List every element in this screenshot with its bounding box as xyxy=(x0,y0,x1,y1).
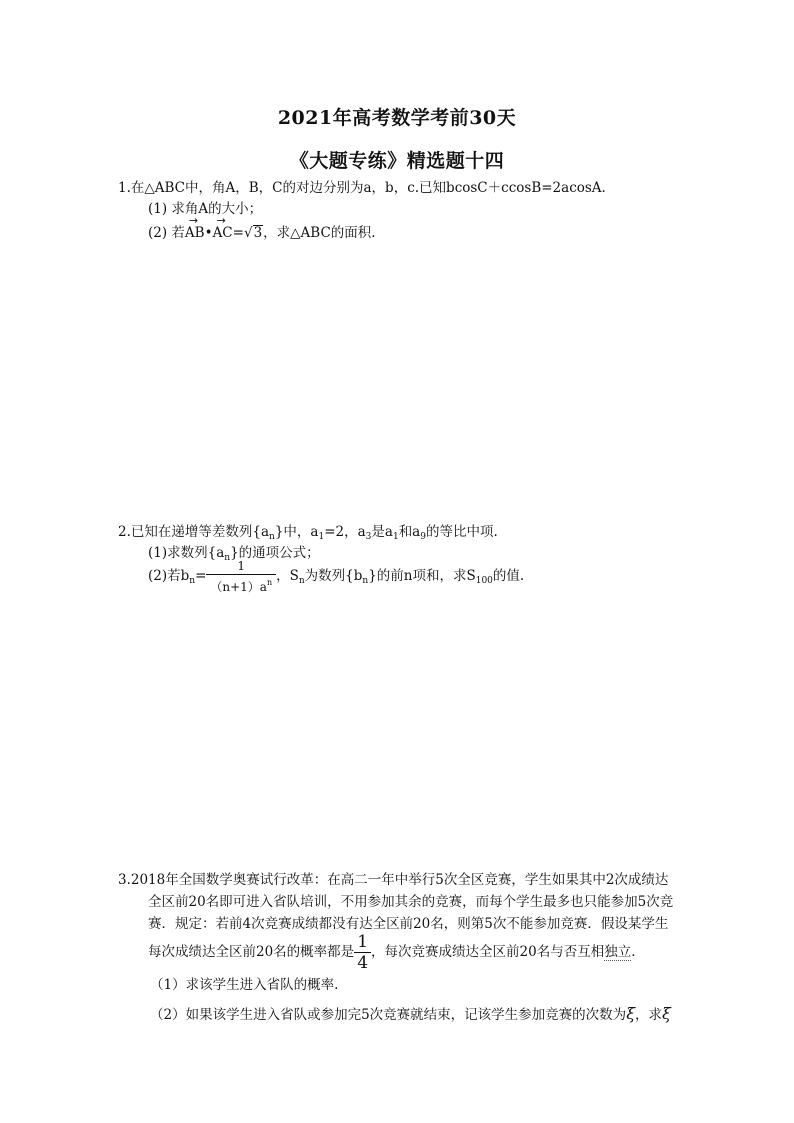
q2-stem-text: 是a xyxy=(371,524,393,540)
q3-line2: 全区前20名即可进入省队培训，不用参加其余的竞赛，而每个学生最多也只能参加5次竞 xyxy=(148,894,674,910)
fraction-one-quarter xyxy=(354,932,371,973)
q2-part1-text: (1)求数列{a xyxy=(148,545,225,561)
q2-part2-text: ，S xyxy=(276,568,299,584)
q2-part2 xyxy=(148,556,524,601)
q2-stem-text: }中，a xyxy=(274,524,319,540)
q3-line4-text: 每次成绩达全区前20名的概率都是 xyxy=(148,944,355,960)
subscript: n xyxy=(298,576,305,586)
subscript: n xyxy=(189,576,196,586)
q3-line1: 3.2018年全国数学奥赛试行改革：在高二一年中举行5次全区竞赛，学生如果其中2次成绩达 xyxy=(118,872,669,888)
fraction-numerator: 1 xyxy=(206,558,276,575)
q2-part1-text: }的通项公式； xyxy=(230,545,320,561)
q2-stem-text: 和a xyxy=(398,524,421,540)
q2-stem-text: 的等比中项. xyxy=(425,524,498,540)
q3-line4-text: . xyxy=(631,944,636,960)
q1-stem: 1.在△ABC中，角A，B，C的对边分别为a，b，c.已知bcosC＋ccosB=2acosA. xyxy=(118,180,606,196)
q3-part2 xyxy=(150,1004,671,1025)
q3-part2-text: （2）如果该学生进入省队或参加完5次竞赛就结束，记该学生参加竞赛的次数为 xyxy=(150,1007,627,1023)
q2-part2-text: }的前n项和，求S xyxy=(368,568,476,584)
subscript: n xyxy=(224,553,231,563)
superscript: n xyxy=(266,578,273,587)
subscript: 9 xyxy=(420,532,426,542)
subscript: 1 xyxy=(318,532,325,542)
q1-part2-prefix: (2) 若 xyxy=(148,225,185,241)
q2-part2-text: 的值. xyxy=(492,568,525,584)
q3-line4-text: ，每次竞赛成绩达全区前20名与否互相 xyxy=(371,944,605,960)
vector-ac: → AC xyxy=(213,223,233,243)
subscript: n xyxy=(362,576,369,586)
subscript: n xyxy=(269,532,275,542)
q3-line3: 赛．规定：若前4次竞赛成绩都没有达全区前20名，则第5次不能参加竞赛．假设某学生 xyxy=(148,916,669,932)
dot-operator: • xyxy=(204,225,213,241)
q2-part2-text: 为数列{b xyxy=(304,568,363,584)
subscript: 100 xyxy=(475,576,493,586)
q1-part2 xyxy=(148,223,376,243)
equals-sign: = xyxy=(195,568,207,584)
sqrt-sign: √ xyxy=(243,225,253,241)
subscript: 3 xyxy=(365,532,372,542)
q2-part2-text: (2)若b xyxy=(148,568,190,584)
q3-part2-text: ，求 xyxy=(635,1007,662,1023)
xi-symbol: ξ xyxy=(662,1004,671,1023)
q2-stem-text: =2，a xyxy=(324,524,366,540)
subscript: 1 xyxy=(392,532,399,542)
vector-ab: → AB xyxy=(185,223,205,243)
fraction-denominator xyxy=(206,575,276,595)
q2-stem-text: 2.已知在递增等差数列{a xyxy=(118,524,270,540)
q3-line4 xyxy=(148,930,636,974)
fraction-numerator: 1 xyxy=(354,932,371,953)
equals-sign: = xyxy=(232,225,244,241)
page-subtitle: 《大题专练》精选题十四 xyxy=(289,150,505,172)
xi-symbol: ξ xyxy=(626,1004,635,1023)
sqrt-argument: 3 xyxy=(253,225,263,241)
q1-part1: (1) 求角A的大小； xyxy=(148,201,263,217)
emphasized-word: 独立 xyxy=(604,944,632,960)
fraction xyxy=(206,558,276,595)
denominator-text: （n+1）a xyxy=(210,580,267,594)
q1-part2-suffix: ，求△ABC的面积. xyxy=(263,225,376,241)
q3-part1: （1）求该学生进入省队的概率. xyxy=(150,977,339,993)
page-title: 2021年高考数学考前30天 xyxy=(277,107,517,129)
fraction-denominator: 4 xyxy=(357,953,369,973)
